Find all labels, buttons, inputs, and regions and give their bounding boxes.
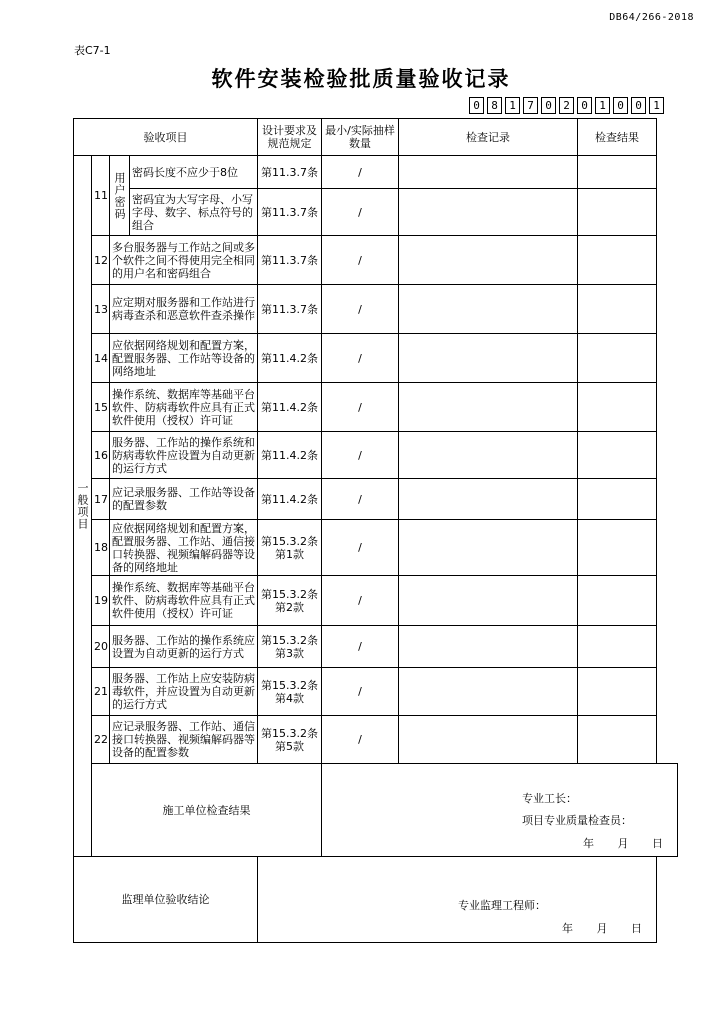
sub-item-label: 用户密码 — [110, 156, 130, 236]
code-digit: 1 — [595, 97, 610, 114]
item-number: 16 — [92, 432, 110, 479]
supervision-engineer-label: 专业监理工程师： — [458, 898, 546, 912]
item-sample: / — [322, 432, 399, 479]
item-sample: / — [322, 479, 399, 520]
item-result[interactable] — [578, 576, 657, 626]
item-record[interactable] — [399, 383, 578, 432]
code-digit: 0 — [613, 97, 628, 114]
item-spec: 第11.4.2条 — [258, 383, 322, 432]
table-row — [74, 716, 678, 764]
item-record[interactable] — [399, 668, 578, 716]
section-label: 一般项目 — [74, 156, 92, 857]
form-number: 表C7-1 — [74, 44, 111, 57]
item-text: 服务器、工作站的操作系统应设置为自动更新的运行方式 — [110, 626, 258, 668]
item-number: 15 — [92, 383, 110, 432]
item-result[interactable] — [578, 383, 657, 432]
item-number: 18 — [92, 520, 110, 576]
item-sample: / — [322, 520, 399, 576]
item-number: 13 — [92, 285, 110, 334]
item-sample: / — [322, 236, 399, 285]
header-result: 检查结果 — [578, 119, 657, 156]
page-title: 软件安装检验批质量验收记录 — [211, 67, 511, 91]
item-spec: 第11.3.7条 — [258, 236, 322, 285]
table-row — [74, 236, 678, 285]
code-digit: 2 — [559, 97, 574, 114]
item-record[interactable] — [399, 189, 578, 236]
item-text: 应记录服务器、工作站等设备的配置参数 — [110, 479, 258, 520]
item-result[interactable] — [578, 520, 657, 576]
item-spec: 第11.3.7条 — [258, 156, 322, 189]
item-spec: 第11.4.2条 — [258, 432, 322, 479]
item-spec: 第15.3.2条第2款 — [258, 576, 322, 626]
item-result[interactable] — [578, 236, 657, 285]
item-record[interactable] — [399, 156, 578, 189]
header-design: 设计要求及规范规定 — [258, 119, 322, 156]
item-text: 密码宜为大写字母、小写字母、数字、标点符号的组合 — [130, 189, 258, 236]
item-number: 22 — [92, 716, 110, 764]
table-header — [74, 119, 678, 156]
item-text: 多台服务器与工作站之间或多个软件之间不得使用完全相同的用户名和密码组合 — [110, 236, 258, 285]
table-row — [74, 189, 678, 236]
item-record[interactable] — [399, 626, 578, 668]
item-sample: / — [322, 285, 399, 334]
item-result[interactable] — [578, 668, 657, 716]
item-text: 操作系统、数据库等基础平台软件、防病毒软件应具有正式软件使用（授权）许可证 — [110, 383, 258, 432]
item-text: 应记录服务器、工作站、通信接口转换器、视频编解码器等设备的配置参数 — [110, 716, 258, 764]
supervision-label: 监理单位验收结论 — [74, 857, 258, 943]
table-row — [74, 479, 678, 520]
supervision-row — [74, 857, 678, 943]
item-text: 应依据网络规划和配置方案，配置服务器、工作站等设备的网络地址 — [110, 334, 258, 383]
item-sample: / — [322, 668, 399, 716]
code-digit: 0 — [577, 97, 592, 114]
header-sample: 最小/实际抽样数量 — [322, 119, 399, 156]
table-row — [74, 668, 678, 716]
item-result[interactable] — [578, 626, 657, 668]
item-spec: 第15.3.2条第4款 — [258, 668, 322, 716]
item-result[interactable] — [578, 156, 657, 189]
item-result[interactable] — [578, 285, 657, 334]
table-row — [74, 285, 678, 334]
item-sample: / — [322, 626, 399, 668]
foreman-label: 专业工长： — [522, 792, 577, 805]
standard-number: DB64/266-2018 — [609, 12, 694, 23]
item-record[interactable] — [399, 432, 578, 479]
item-number: 21 — [92, 668, 110, 716]
item-number: 11 — [92, 156, 110, 236]
item-spec: 第11.3.7条 — [258, 189, 322, 236]
table-row — [74, 626, 678, 668]
item-sample: / — [322, 383, 399, 432]
code-digit: 0 — [541, 97, 556, 114]
item-sample: / — [322, 156, 399, 189]
item-spec: 第15.3.2条第1款 — [258, 520, 322, 576]
item-text: 服务器、工作站的操作系统和防病毒软件应设置为自动更新的运行方式 — [110, 432, 258, 479]
table-row — [74, 334, 678, 383]
quality-inspector-label: 项目专业质量检查员： — [522, 814, 632, 827]
item-sample: / — [322, 189, 399, 236]
item-record[interactable] — [399, 576, 578, 626]
construction-label: 施工单位检查结果 — [92, 764, 322, 857]
code-boxes — [466, 97, 664, 114]
item-result[interactable] — [578, 189, 657, 236]
code-digit: 0 — [469, 97, 484, 114]
item-spec: 第15.3.2条第5款 — [258, 716, 322, 764]
table-row — [74, 432, 678, 479]
code-digit: 7 — [523, 97, 538, 114]
item-result[interactable] — [578, 716, 657, 764]
item-number: 17 — [92, 479, 110, 520]
item-text: 应定期对服务器和工作站进行病毒查杀和恶意软件查杀操作 — [110, 285, 258, 334]
item-number: 19 — [92, 576, 110, 626]
code-digit: 1 — [505, 97, 520, 114]
item-record[interactable] — [399, 334, 578, 383]
item-record[interactable] — [399, 716, 578, 764]
item-sample: / — [322, 334, 399, 383]
item-text: 操作系统、数据库等基础平台软件、防病毒软件应具有正式软件使用（授权）许可证 — [110, 576, 258, 626]
item-text: 服务器、工作站上应安装防病毒软件，并应设置为自动更新的运行方式 — [110, 668, 258, 716]
code-digit: 0 — [631, 97, 646, 114]
code-digit: 1 — [649, 97, 664, 114]
item-record[interactable] — [399, 285, 578, 334]
item-number: 20 — [92, 626, 110, 668]
header-record: 检查记录 — [399, 119, 578, 156]
item-number: 12 — [92, 236, 110, 285]
construction-row — [74, 764, 678, 857]
item-spec: 第11.3.7条 — [258, 285, 322, 334]
supervision-date: 年 月 日 — [562, 921, 652, 935]
item-sample: / — [322, 576, 399, 626]
construction-date: 年 月 日 — [583, 837, 673, 850]
inspection-table — [73, 118, 678, 943]
item-record[interactable] — [399, 479, 578, 520]
item-result[interactable] — [578, 432, 657, 479]
item-text: 应依据网络规划和配置方案，配置服务器、工作站、通信接口转换器、视频编解码器等设备的网络地址 — [110, 520, 258, 576]
item-record[interactable] — [399, 236, 578, 285]
item-text: 密码长度不应少于8位 — [130, 156, 258, 189]
item-sample: / — [322, 716, 399, 764]
item-result[interactable] — [578, 334, 657, 383]
item-spec: 第11.4.2条 — [258, 334, 322, 383]
item-record[interactable] — [399, 520, 578, 576]
supervision-signoff[interactable] — [258, 857, 657, 943]
header-item: 验收项目 — [74, 119, 258, 156]
code-digit: 8 — [487, 97, 502, 114]
construction-signoff[interactable] — [322, 764, 678, 857]
item-number: 14 — [92, 334, 110, 383]
table-row — [74, 383, 678, 432]
item-result[interactable] — [578, 479, 657, 520]
item-spec: 第15.3.2条第3款 — [258, 626, 322, 668]
table-row — [74, 520, 678, 576]
item-spec: 第11.4.2条 — [258, 479, 322, 520]
table-row — [74, 156, 678, 189]
table-row — [74, 576, 678, 626]
